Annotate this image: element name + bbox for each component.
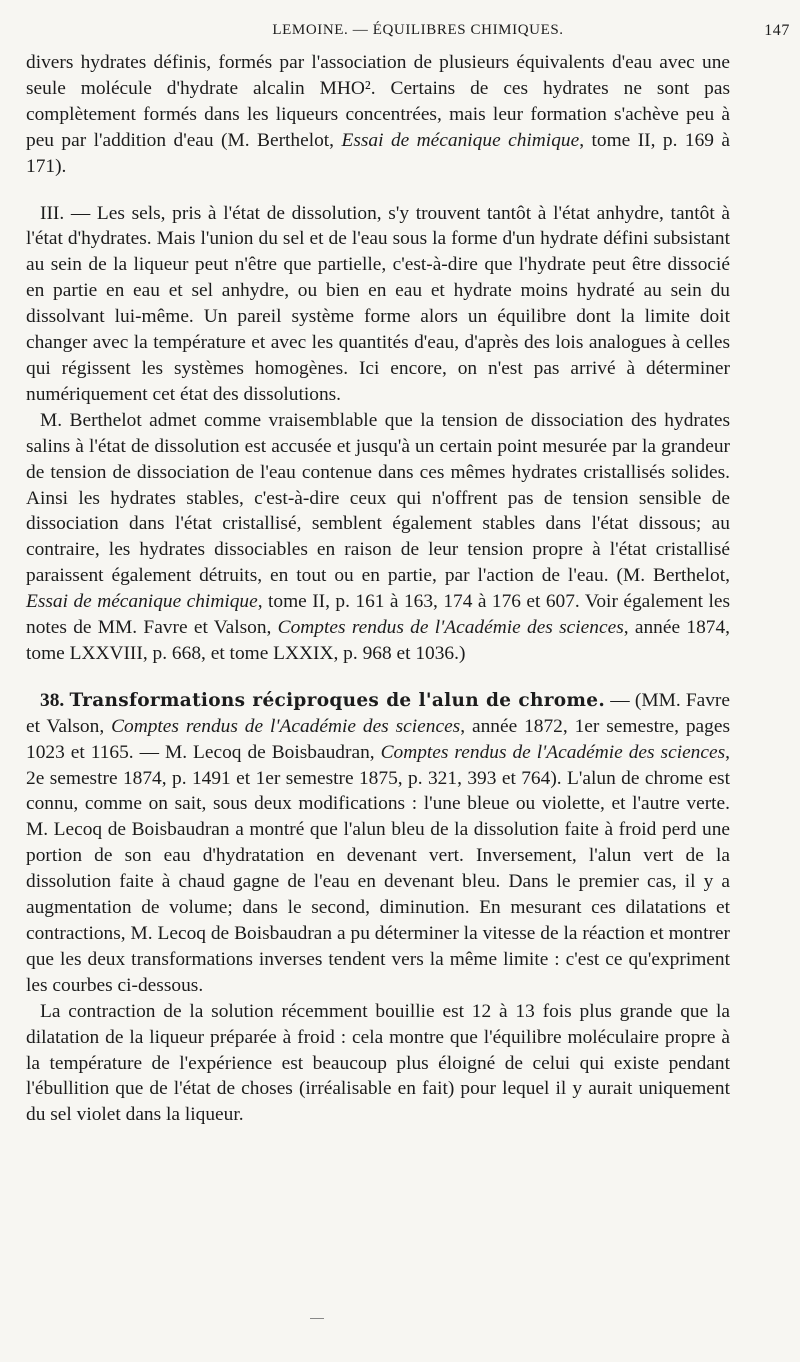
section-38 — [26, 688, 730, 999]
text-run: — (MM. Favre et Valson, — [26, 689, 730, 737]
paragraph-section-III: III. — Les sels, pris à l'état de dissolution, s'y trouvent tantôt à l'état anhydre, tantôt à l'état d'hydrates. Mais l'union du sel et de l'eau sous la forme d'un hydrate défini subsistant au sein de la liqueur peut n'être que partielle, c'est-à-dire que l'hydrate peut être dissocié en partie en eau et sel anhydre, ou bien en eau et hydrate moins hydraté au sein du dissolvant lui-même. Un pareil système forme alors un équilibre dont la limite doit changer avec la température et avec les quantités d'eau, d'après des lois analogues à celles qui régissent les systèmes homogènes. Ici encore, on n'est pas arrivé à déterminer numériquement cet état des dissolutions. — [26, 202, 730, 405]
paragraph-alkaline-hydrates — [26, 50, 730, 180]
italic-citation: Comptes rendus de l'Académie des sciences — [277, 617, 624, 639]
paragraph-contraction: La contraction de la solution récemment bouillie est 12 à 13 fois plus grande que la dilatation de la liqueur préparée à froid : cela montre que l'équilibre moléculaire propre à la température de l'expérience est beaucoup plus éloigné de celui qui existe pendant l'ébullition que de l'état de choses (irréalisable en fait) pour lequel il y aurait uniquement du sel violet dans la liqueur. — [26, 1000, 730, 1126]
paragraph-gap — [26, 667, 730, 688]
bottom-rule — [310, 1318, 324, 1319]
section-number: 38. — [40, 689, 65, 711]
paragraph-gap — [26, 180, 730, 201]
italic-citation: Comptes rendus de l'Académie des sciences — [380, 741, 726, 763]
paragraph-berthelot — [26, 408, 730, 667]
running-head — [26, 22, 790, 50]
text-run: , tome II, p. 169 à 171). — [26, 129, 731, 177]
text-run: , tome II, p. 161 à 163, 174 à 176 et 607. Voir également les notes de MM. Favre et Valson, — [26, 591, 730, 639]
italic-citation: Comptes rendus de l'Académie des sciences — [111, 715, 461, 737]
body-text — [26, 50, 730, 1128]
running-head-title: LEMOINE. — ÉQUILIBRES CHIMIQUES. — [272, 22, 564, 38]
text-run: divers hydrates définis, formés par l'association de plusieurs équivalents d'eau avec une seule molécule d'hydrate alcalin MHO². Certains de ces hydrates ne sont pas complètement formés dans les liqueurs concentrées, mais leur formation s'achève peu à peu par l'addition d'eau (M. Berthelot, — [26, 52, 730, 151]
italic-citation: Essai de mécanique chimique — [341, 129, 580, 151]
italic-citation: Essai de mécanique chimique — [26, 591, 258, 613]
text-run: , année 1874, tome LXXVIII, p. 668, et tome LXXIX, p. 968 et 1036.) — [26, 617, 730, 664]
page-number: 147 — [764, 22, 790, 39]
text-run: , 2e semestre 1874, p. 1491 et 1er semestre 1875, p. 321, 393 et 764). L'alun de chrome est connu, comme on sait, sous deux modifications : l'une bleue ou violette, et l'autre verte. M. Lecoq de Boisbaudran a montré que l'alun bleu de la dissolution faite à froid perd une portion de son eau d'hydratation en devenant vert. Inversement, l'alun vert de la dissolution faite à chaud gagne de l'eau en devenant bleu. Dans le premier cas, il y a augmentation de volume; dans le second, diminution. En mesurant ces dilatations et contractions, M. Lecoq de Boisbaudran a pu déterminer la vitesse de la réaction et montrer que les deux transformations inverses tendent vers la même limite : c'est ce qu'expriment les courbes ci-dessous. — [26, 741, 730, 996]
section-title: Transformations réciproques de l'alun de chrome. — [69, 689, 606, 711]
text-run: M. Berthelot admet comme vraisemblable que la tension de dissociation des hydrates salins à l'état de dissolution est accusée et jusqu'à un certain point mesurée par la grandeur de tension de dissociation de l'eau contenue dans ces mêmes hydrates cristallisés solides. Ainsi les hydrates stables, c'est-à-dire ceux qui n'offrent pas de tension sensible de dissociation dans l'état cristallisé, semblent également stables dans l'état dissous; au contraire, les hydrates dissociables en raison de leur tension propre à l'état cristallisé paraissent également détruits, en tout ou en partie, par l'action de l'eau. (M. Berthelot, — [26, 409, 730, 587]
text-run: , année 1872, 1er semestre, pages 1023 et 1165. — M. Lecoq de Boisbaudran, — [26, 715, 730, 763]
